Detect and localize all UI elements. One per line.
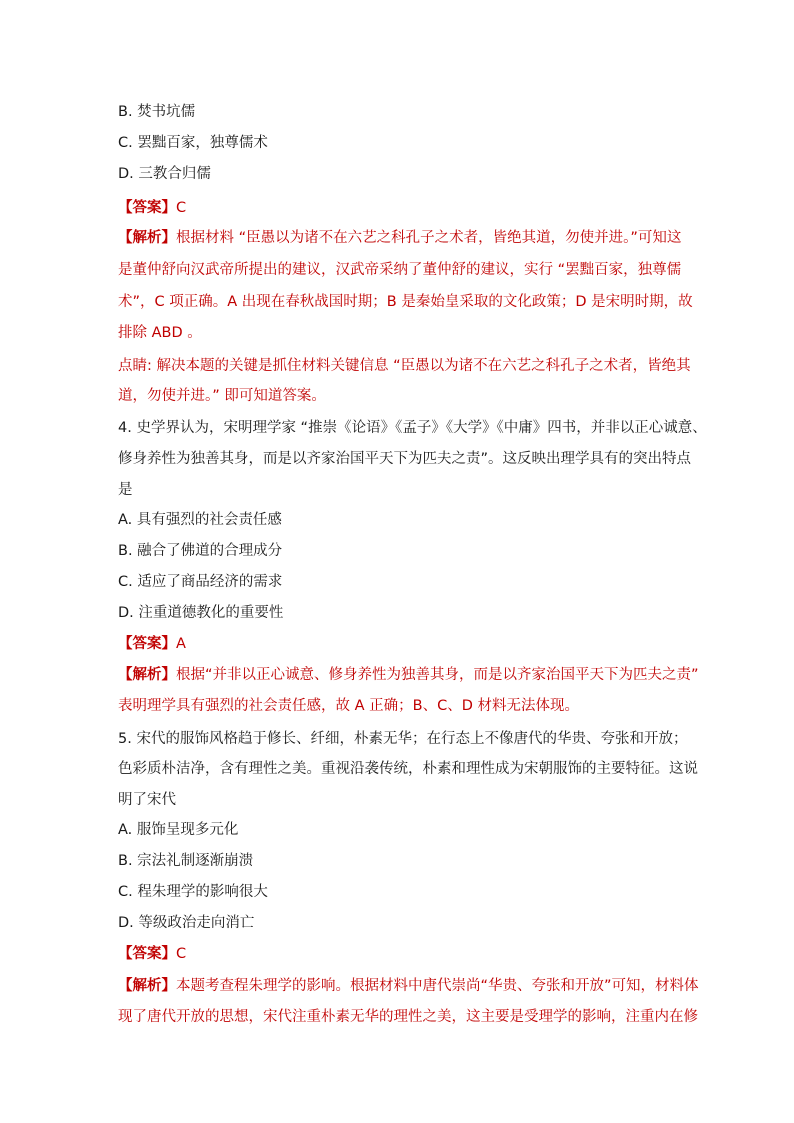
q5-option-d: D. 等级政治走向消亡 [118,915,255,931]
q4-stem-line-1: 4. 史学界认为，宋明理学家 “推崇《论语》《孟子》《大学》《中庸》四书，并非以正心诚意、 [118,420,707,436]
q4-analysis-line-1 [118,665,699,685]
q5-option-a: A. 服饰呈现多元化 [118,822,239,838]
analysis-text: 根据“并非以正心诚意、修身养性为独善其身，而是以齐家治国平天下为匹夫之责” [176,667,699,683]
q4-analysis-line-2: 表明理学具有强烈的社会责任感，故 A 正确；B、C、D 材料无法体现。 [118,698,579,714]
q5-option-c: C. 程朱理学的影响很大 [118,884,268,900]
analysis-text: 本题考查程朱理学的影响。根据材料中唐代崇尚“华贵、夸张和开放”可知，材料体 [176,978,699,994]
analysis-label: 【解析】 [118,230,176,246]
q5-stem-line-2: 色彩质朴洁净，含有理性之美。重视沿袭传统，朴素和理性成为宋朝服饰的主要特征。这说 [118,761,698,777]
q5-stem-line-1: 5. 宋代的服饰风格趋于修长、纤细，朴素无华；在行态上不像唐代的华贵、夸张和开放； [118,731,688,747]
q3-tip-line-1: 点睛: 解决本题的关键是抓住材料关键信息 “臣愚以为诸不在六艺之科孔子之术者，皆绝其 [118,358,691,374]
analysis-text: 根据材料 “臣愚以为诸不在六艺之科孔子之术者，皆绝其道，勿使并进。”可知这 [176,230,682,246]
answer-value: C [176,200,187,216]
q4-stem-line-3: 是 [118,482,133,498]
q3-analysis-line-1 [118,228,688,248]
q3-option-c: C. 罢黜百家，独尊儒术 [118,135,268,151]
q4-option-d: D. 注重道德教化的重要性 [118,605,284,621]
q4-answer [118,634,688,654]
answer-value: C [176,946,187,962]
q4-option-c: C. 适应了商品经济的需求 [118,574,283,590]
answer-label: 【答案】 [118,636,176,652]
answer-label: 【答案】 [118,946,176,962]
q3-analysis-line-2: 是董仲舒向汉武帝所提出的建议，汉武帝采纳了董仲舒的建议，实行 “罢黜百家，独尊儒 [118,262,682,278]
q5-answer [118,944,688,964]
q3-option-d: D. 三教合归儒 [118,166,211,182]
q5-analysis-line-2: 现了唐代开放的思想，宋代注重朴素无华的理性之美，这主要是受理学的影响，注重内在修 [118,1009,698,1025]
answer-label: 【答案】 [118,200,176,216]
q3-answer [118,198,688,218]
q3-tip-line-2: 道，勿使并进。” 即可知道答案。 [118,388,326,404]
q5-stem-line-3: 明了宋代 [118,792,176,808]
q3-option-b: B. 焚书坑儒 [118,104,196,120]
answer-value: A [176,636,186,652]
analysis-label: 【解析】 [118,978,176,994]
q3-analysis-line-4: 排除 ABD 。 [118,325,202,341]
q5-option-b: B. 宗法礼制逐渐崩溃 [118,853,254,869]
q5-analysis-line-1 [118,976,699,996]
analysis-label: 【解析】 [118,667,176,683]
q4-option-a: A. 具有强烈的社会责任感 [118,512,282,528]
q4-option-b: B. 融合了佛道的合理成分 [118,543,283,559]
q4-stem-line-2: 修身养性为独善其身，而是以齐家治国平天下为匹夫之责”。这反映出理学具有的突出特点 [118,451,692,467]
q3-analysis-line-3: 术”，C 项正确。A 出现在春秋战国时期；B 是秦始皇采取的文化政策；D 是宋明时期，故 [118,294,693,310]
